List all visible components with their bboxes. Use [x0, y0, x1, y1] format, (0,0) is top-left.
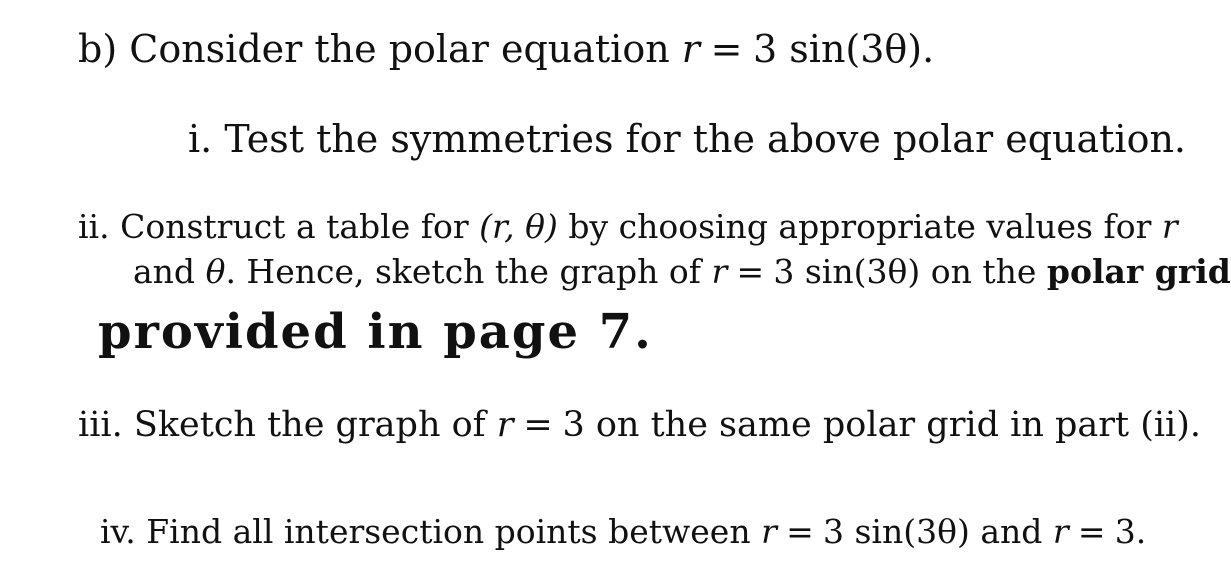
item-ii-line2-a: and [133, 252, 196, 291]
part-b-eq-sign: = [710, 27, 743, 71]
item-ii-eq-sign: = [736, 252, 765, 291]
item-iv-text-b: and [980, 512, 1043, 551]
question-part-b [78, 27, 935, 71]
item-ii-var-theta: θ [205, 252, 226, 291]
item-iv [100, 512, 1147, 551]
item-iv-eq2-var: r [1052, 512, 1069, 551]
item-iv-label: iv. [100, 512, 136, 551]
part-b-label: b) [78, 27, 118, 71]
item-ii-line2-c: on the [930, 252, 1037, 291]
item-ii-line-3: provided in page 7. [98, 304, 653, 360]
part-b-text: Consider the polar equation [129, 27, 670, 71]
item-ii-eq-var: r [711, 252, 728, 291]
item-iv-eq1-var: r [761, 512, 777, 551]
item-ii-line-2 [133, 252, 1231, 291]
item-iii-text-a: Sketch the graph of [133, 405, 486, 445]
item-ii-line-1 [78, 207, 1178, 246]
item-iv-eq1-sign: = [786, 512, 814, 551]
item-ii-eq-rhs: 3 sin(3θ) [773, 252, 921, 291]
item-i-text: Test the symmetries for the above polar equation. [224, 117, 1186, 161]
item-iii-eq-var: r [496, 405, 514, 445]
item-iii-eq-rhs: 3 [562, 405, 585, 445]
item-iv-eq2-sign: = [1077, 512, 1106, 551]
item-ii-text-a: Construct a table for [120, 207, 469, 246]
item-ii-label: ii. [78, 207, 110, 246]
part-b-eq-rhs: 3 sin(3θ) [753, 27, 923, 71]
item-i-label: i. [188, 117, 213, 161]
item-iii [78, 405, 1202, 445]
item-iv-eq2-rhs: 3 [1114, 512, 1136, 551]
part-b-eq-var: r [681, 27, 700, 71]
item-iii-label: iii. [78, 405, 123, 445]
item-ii-var-r: r [1161, 207, 1178, 246]
item-ii-pair: (r, θ) [479, 207, 558, 246]
item-ii-text-b: by choosing appropriate values for [568, 207, 1152, 246]
item-iv-text-a: Find all intersection points between [146, 512, 751, 551]
item-iv-eq1-rhs: 3 sin(3θ) [822, 512, 970, 551]
item-iii-text-b: on the same polar grid in part (ii). [595, 405, 1202, 445]
part-b-end: . [922, 27, 935, 71]
item-ii-bold-text: polar grid [1046, 252, 1231, 291]
item-i [188, 117, 1186, 161]
item-ii-line2-b: . Hence, sketch the graph of [225, 252, 701, 291]
item-iii-eq-sign: = [523, 405, 553, 445]
item-iv-end: . [1135, 512, 1147, 551]
